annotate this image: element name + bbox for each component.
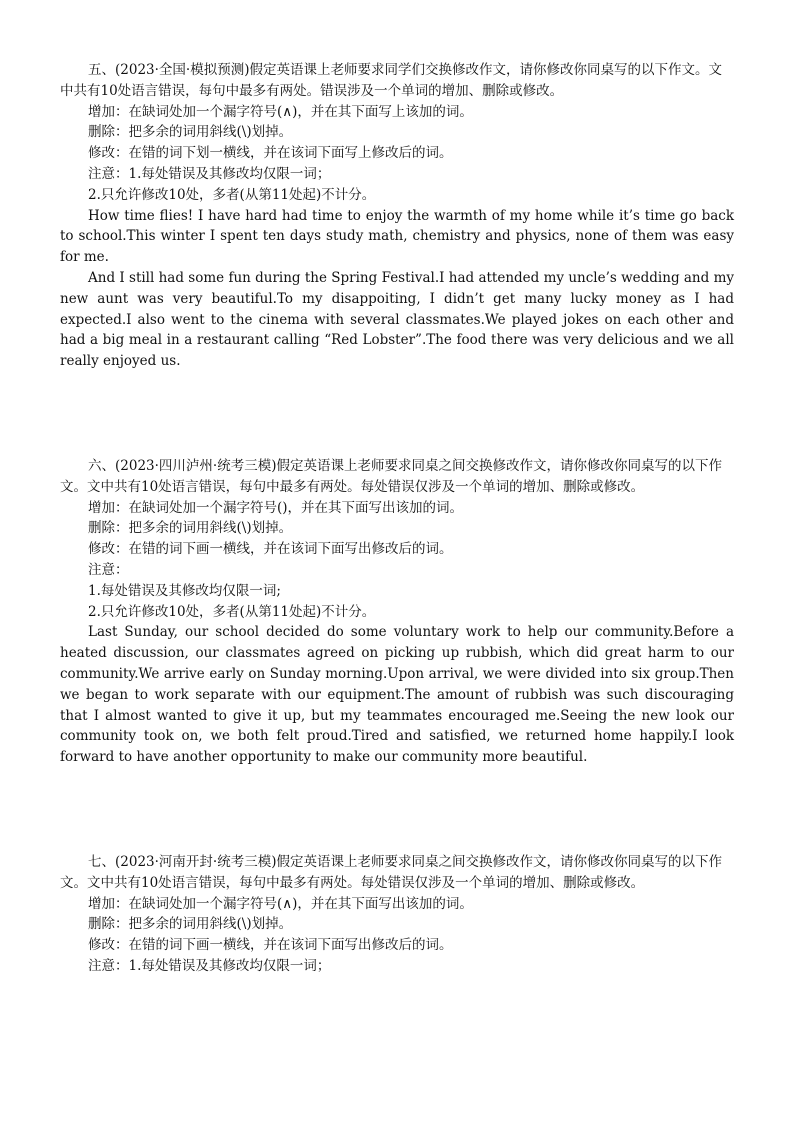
rule-add: 增加：在缺词处加一个漏字符号(∧)，并在其下面写出该加的词。	[88, 895, 473, 912]
spacer	[60, 372, 734, 456]
rule-modify: 修改：在错的词下划一横线，并在该词下面写上修改后的词。	[88, 145, 453, 162]
rule-add: 增加：在缺词处加一个漏字符号(∧)，并在其下面写上该加的词。	[88, 103, 473, 120]
question-heading: 六、(2023·四川泸州·统考三模)假定英语课上老师要求同桌之间交换修改作文，请你修改你同桌写的以下作文。文中共有10处语言错误，每句中最多有两处。每处错误仅涉及一个单词的增加、删除或修改。	[60, 457, 722, 495]
question-6	[60, 456, 734, 768]
rule-note-2: 2.只允许修改10处，多者(从第11处起)不计分。	[88, 603, 376, 620]
question-7	[60, 852, 734, 977]
rule-note: 注意：	[88, 561, 129, 578]
rule-add: 增加：在缺词处加一个漏字符号()，并在其下面写出该加的词。	[88, 499, 464, 516]
question-heading: 七、(2023·河南开封·统考三模)假定英语课上老师要求同桌之间交换修改作文，请你修改你同桌写的以下作文。文中共有10处语言错误，每句中最多有两处。每处错误仅涉及一个单词的增加、删除或修改。	[60, 853, 722, 891]
rule-note: 注意：1.每处错误及其修改均仅限一词；	[88, 957, 331, 974]
rule-delete: 删除：把多余的词用斜线(\)划掉。	[88, 520, 293, 537]
rule-note-2: 2.只允许修改10处，多者(从第11处起)不计分。	[88, 186, 376, 203]
passage-paragraph: How time flies! I have hard had time to enjoy the warmth of my home while it’s time go back to school.This winter I spent ten days study math, chemistry and physics, none of them was easy for me.	[60, 207, 734, 266]
rule-modify: 修改：在错的词下画一横线，并在该词下面写出修改后的词。	[88, 937, 453, 954]
passage-paragraph: Last Sunday, our school decided do some voluntary work to help our community.Before a heated discussion, our classmates agreed on picking up rubbish, which did great harm to our community.We arrive early on Sunday morning.Upon arrival, we were divided into six group.Then we began to work separate with our equipment.The amount of rubbish was such discouraging that I almost wanted to give it up, but my teammates encouraged me.Seeing the new look our community took on, we both felt proud.Tired and satisfied, we returned home happily.I look forward to have another opportunity to make our community more beautiful.	[60, 624, 734, 766]
rule-note: 注意：1.每处错误及其修改均仅限一词；	[88, 165, 331, 182]
rule-delete: 删除：把多余的词用斜线(\)划掉。	[88, 916, 293, 933]
rule-note-1: 1.每处错误及其修改均仅限一词;	[88, 582, 281, 599]
passage-paragraph: And I still had some fun during the Spring Festival.I had attended my uncle’s wedding and my new aunt was very beautiful.To my disappoiting, I didn’t get many lucky money as I had expected.I also went to the cinema with several classmates.We played jokes on each other and had a big meal in a restaurant calling “Red Lobster”.The food there was very delicious and we all really enjoyed us.	[60, 269, 734, 370]
question-heading: 五、(2023·全国·模拟预测)假定英语课上老师要求同学们交换修改作文，请你修改你同桌写的以下作文。文中共有10处语言错误，每句中最多有两处。错误涉及一个单词的增加、删除或修改。	[60, 62, 722, 99]
question-5	[60, 60, 734, 372]
rule-modify: 修改：在错的词下画一横线，并在该词下面写出修改后的词。	[88, 541, 453, 558]
spacer	[60, 768, 734, 852]
rule-delete: 删除：把多余的词用斜线(\)划掉。	[88, 124, 293, 141]
